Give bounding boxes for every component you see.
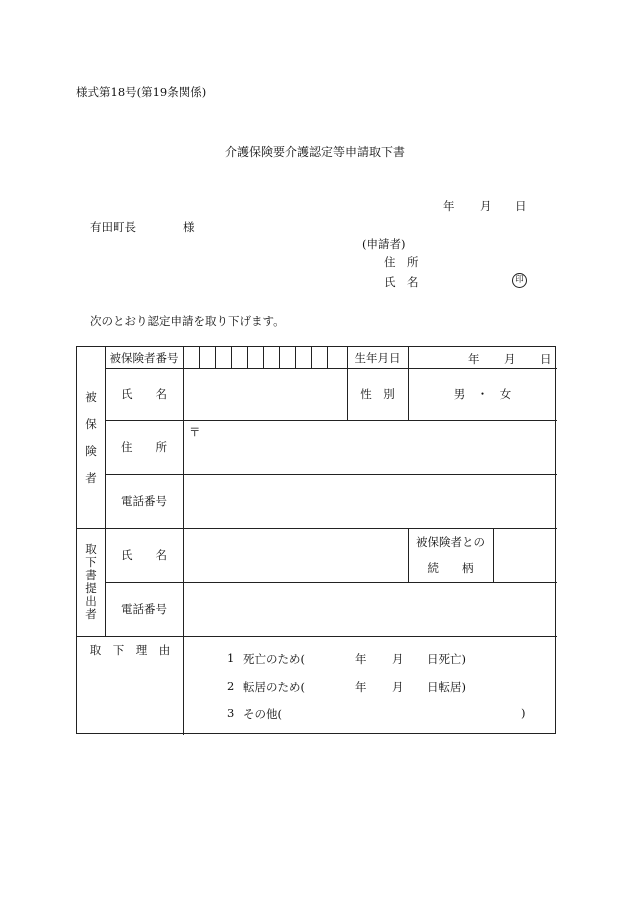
postal-mark: 〒	[189, 425, 201, 439]
date-day-label: 日	[515, 199, 527, 213]
birthdate-label: 生年月日	[354, 350, 401, 365]
seal-mark: 印	[512, 273, 527, 288]
relation-label-line1: 被保険者との	[416, 535, 485, 549]
applicant-label: (申請者)	[362, 237, 406, 251]
submitter-name-label: 氏 名	[121, 548, 167, 562]
date-month-label: 月	[480, 199, 492, 213]
submitter-phone-label: 電話番号	[121, 602, 167, 616]
relation-label-line2: 続 柄	[427, 561, 474, 575]
insured-address-label: 住 所	[121, 440, 167, 454]
insured-name-label: 氏 名	[121, 387, 167, 401]
addressee-honorific: 様	[183, 220, 195, 234]
date-year-label: 年	[443, 199, 455, 213]
birthdate-month-label: 月	[504, 352, 516, 366]
sex-label: 性 別	[360, 387, 395, 401]
insured-number-label: 被保険者番号	[109, 350, 179, 365]
applicant-address-label: 住 所	[384, 255, 419, 269]
submitter-section-label: 取 下 書 提 出 者	[85, 542, 97, 621]
reason-label: 取 下 理 由	[89, 643, 171, 657]
insured-section-label: 被 保 険 者	[85, 390, 97, 485]
insured-phone-label: 電話番号	[121, 494, 167, 508]
intro-statement: 次のとおり認定申請を取り下げます。	[90, 314, 285, 328]
form-number: 様式第18号(第19条関係)	[76, 85, 207, 99]
birthdate-day-label: 日	[540, 352, 552, 366]
applicant-name-label: 氏 名	[384, 275, 419, 289]
sex-options: 男 ・ 女	[453, 387, 512, 401]
withdrawal-form-table: 被 保 険 者 被保険者番号 生年月日 年 月 日 氏 名 性 別 男 ・ 女 住 所 〒 電話番号 取 下 書 提 出 者 氏 名 被保険者との 続 柄 電話番号 取 下 理 由 1 死亡のため( 年 月 日死亡) 2 転居のため( 年 月 日転居) 3 その他( )	[76, 346, 556, 734]
addressee-name: 有田町長	[90, 220, 136, 234]
birthdate-year-label: 年	[468, 352, 480, 366]
document-title: 介護保険要介護認定等申請取下書	[224, 145, 405, 159]
